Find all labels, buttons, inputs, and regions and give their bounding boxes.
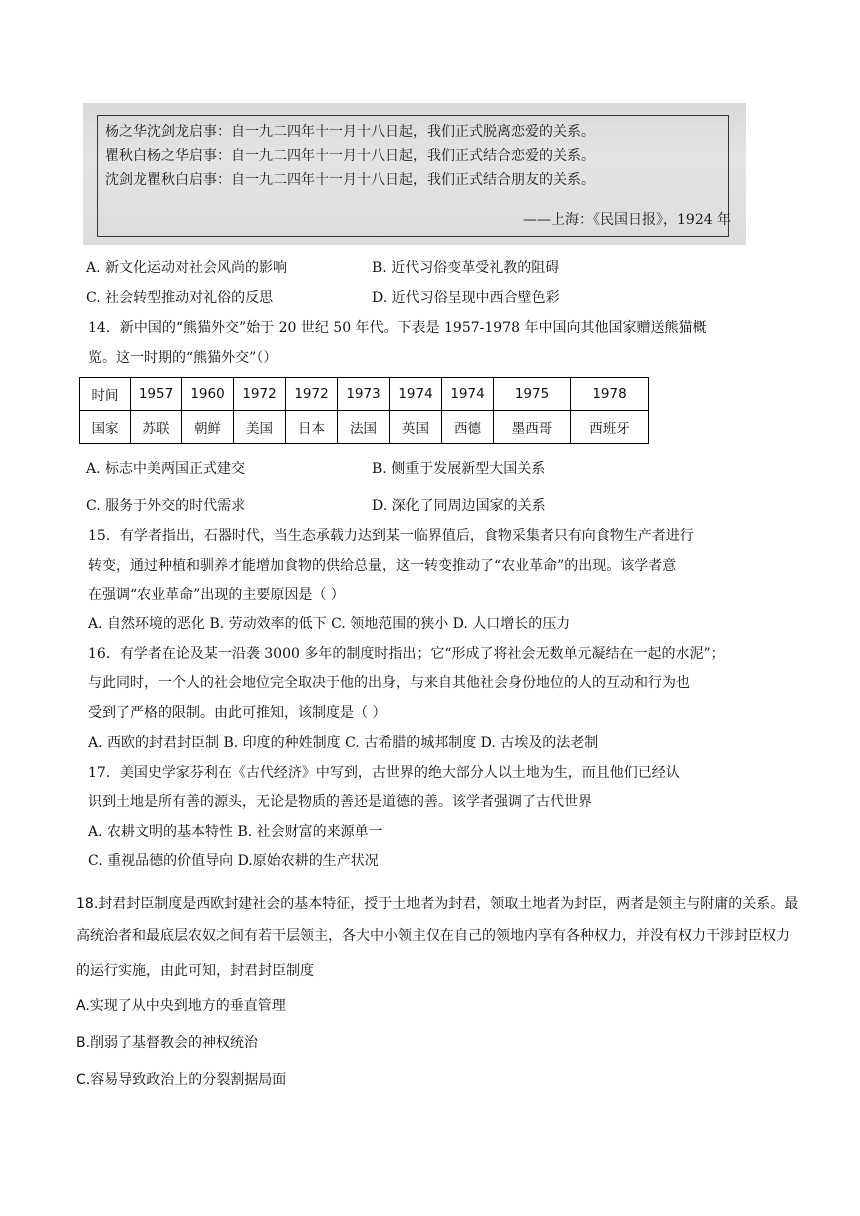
q15-stem-line-3: 在强调“农业革命”出现的主要原因是（ ）	[88, 587, 345, 603]
table-row-years	[80, 378, 649, 411]
q17-options-line-2: C. 重视品德的价值导向 D.原始农耕的生产状况	[88, 853, 379, 869]
notice-line-2: 瞿秋白杨之华启事：自一九二四年十一月十八日起，我们正式结合恋爱的关系。	[105, 148, 595, 164]
table-row-countries	[80, 411, 649, 444]
table-cell-year: 1975	[494, 378, 571, 411]
q14-stem-line-2: 览。这一时期的“熊猫外交”（）	[88, 350, 278, 366]
q16-stem-line-1: 16．有学者在论及某一沿袭 3000 多年的制度时指出；它“形成了将社会无数单元凝结在一起的水泥”；	[88, 646, 725, 662]
q16-stem-line-3: 受到了严格的限制。由此可推知，该制度是（ ）	[88, 705, 387, 721]
table-cell-year: 1972	[234, 378, 286, 411]
q13-option-c: C. 社会转型推动对礼俗的反思	[86, 290, 274, 306]
q14-stem-line-1: 14．新中国的“熊猫外交”始于 20 世纪 50 年代。下表是 1957-1978 年中国向其他国家赠送熊猫概	[88, 320, 707, 336]
q14-option-a: A. 标志中美两国正式建交	[86, 461, 246, 477]
q13-option-a: A. 新文化运动对社会风尚的影响	[86, 260, 288, 276]
q18-option-b: B.削弱了基督教会的神权统治	[76, 1035, 259, 1051]
notice-source: ——上海：《民国日报》，1924 年	[523, 212, 732, 228]
q17-stem-line-1: 17．美国史学家芬利在《古代经济》中写到，古世界的绝大部分人以土地为生，而且他们已经认	[88, 765, 680, 781]
q18-stem-line-1: 18.封君封臣制度是西欧封建社会的基本特征，授于土地者为封君，领取土地者为封臣，两者是领主与附庸的关系。最	[76, 896, 799, 912]
table-header-country: 国家	[80, 411, 131, 444]
table-cell-year: 1960	[182, 378, 234, 411]
table-cell-country: 朝鲜	[182, 411, 234, 444]
q18-option-a: A.实现了从中央到地方的垂直管理	[76, 998, 286, 1014]
table-cell-year: 1974	[390, 378, 442, 411]
table-cell-country: 苏联	[131, 411, 182, 444]
q13-option-d: D. 近代习俗呈现中西合壁色彩	[372, 290, 560, 306]
table-cell-country: 英国	[390, 411, 442, 444]
q18-stem-line-2: 高统治者和最底层农奴之间有若干层领主，各大中小领主仅在自己的领地内享有各种权力，并没有权力干涉封臣权力	[76, 928, 790, 944]
q14-option-b: B. 侧重于发展新型大国关系	[372, 461, 546, 477]
q15-options: A. 自然环境的恶化 B. 劳动效率的低下 C. 领地范围的狭小 D. 人口增长的压力	[88, 616, 571, 632]
q16-options: A. 西欧的封君封臣制 B. 印度的种姓制度 C. 古希腊的城邦制度 D. 古埃及的法老制	[88, 735, 599, 751]
q17-options-line-1: A. 农耕文明的基本特性 B. 社会财富的来源单一	[88, 824, 383, 840]
table-cell-year: 1972	[286, 378, 338, 411]
q18-option-c: C.容易导致政治上的分裂割据局面	[76, 1072, 287, 1088]
q15-stem-line-1: 15．有学者指出，石器时代，当生态承载力达到某一临界值后，食物采集者只有向食物生产者进行	[88, 528, 694, 544]
q14-option-c: C. 服务于外交的时代需求	[86, 498, 246, 514]
q17-stem-line-2: 识到土地是所有善的源头，无论是物质的善还是道德的善。该学者强调了古代世界	[88, 794, 592, 810]
table-cell-country: 西班牙	[571, 411, 649, 444]
table-cell-year: 1973	[338, 378, 390, 411]
q14-option-d: D. 深化了同周边国家的关系	[372, 498, 546, 514]
panda-gift-table	[79, 377, 649, 444]
q15-stem-line-2: 转变，通过种植和驯养才能增加食物的供给总量，这一转变推动了“农业革命”的出现。该学者意	[88, 558, 677, 574]
table-cell-year: 1974	[442, 378, 494, 411]
table-cell-country: 日本	[286, 411, 338, 444]
q18-stem-line-3: 的运行实施，由此可知，封君封臣制度	[76, 963, 314, 979]
table-cell-year: 1978	[571, 378, 649, 411]
table-header-time: 时间	[80, 378, 131, 411]
table-cell-country: 墨西哥	[494, 411, 571, 444]
notice-line-1: 杨之华沈剑龙启事：自一九二四年十一月十八日起，我们正式脱离恋爱的关系。	[105, 124, 595, 140]
table-cell-country: 美国	[234, 411, 286, 444]
newspaper-scan-image	[83, 103, 746, 245]
table-cell-country: 法国	[338, 411, 390, 444]
q16-stem-line-2: 与此同时，一个人的社会地位完全取决于他的出身，与来自其他社会身份地位的人的互动和行为也	[88, 675, 690, 691]
notice-line-3: 沈剑龙瞿秋白启事：自一九二四年十一月十八日起，我们正式结合朋友的关系。	[105, 172, 595, 188]
q13-option-b: B. 近代习俗变革受礼教的阻碍	[372, 260, 560, 276]
table-cell-country: 西德	[442, 411, 494, 444]
table-cell-year: 1957	[131, 378, 182, 411]
